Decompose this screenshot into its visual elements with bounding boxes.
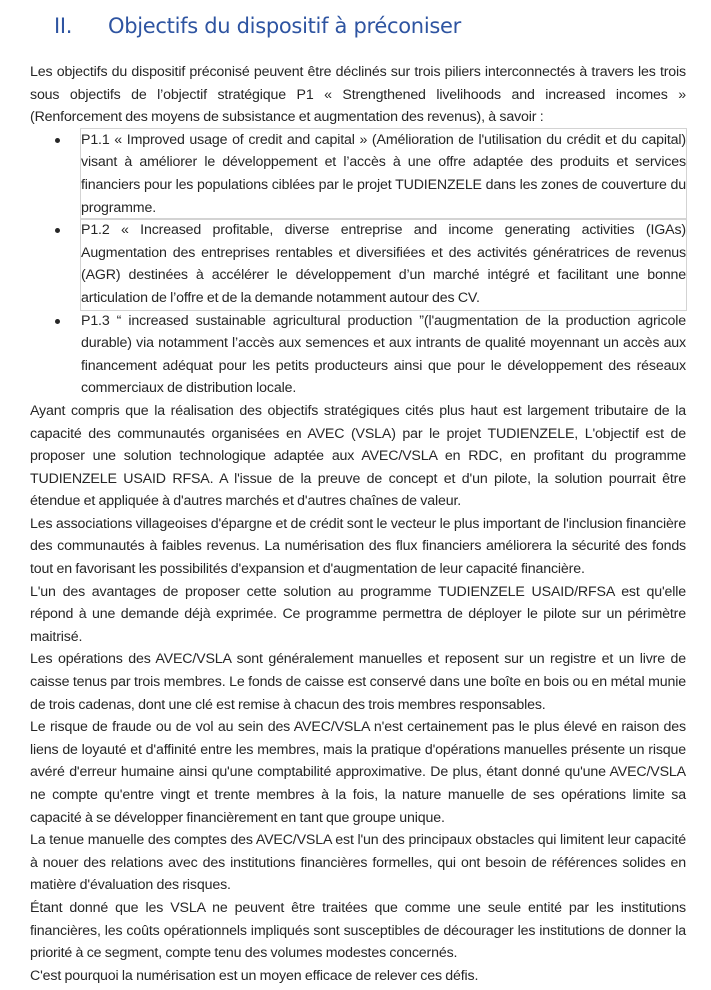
- body-paragraph: Le risque de fraude ou de vol au sein des AVEC/VSLA n'est certainement pas le plus élevé en raison des liens de loyauté et d'affinité entre les membres, mais la pratique d'opérations manuelles présente un risque avéré d'erreur humaine ainsi qu'une comptabilité approximative. De plus, étant donné qu'une AVEC/VSLA ne compte qu'entre vingt et trente membres à la fois, la nature manuelle de ses opérations limite sa capacité à se développer financièrement en tant que groupe unique.: [30, 719, 686, 826]
- body-paragraph: Les associations villageoises d'épargne et de crédit sont le vecteur le plus important de l'inclusion financière des communautés à faibles revenus. La numérisation des flux financiers améliorera la sécurité des fonds tout en favorisant les possibilités d'expansion et d'augmentation de leur capacité financière.: [30, 515, 686, 578]
- body-paragraph: C'est pourquoi la numérisation est un moyen efficace de relever ces défis.: [30, 967, 479, 984]
- list-item: [30, 310, 686, 400]
- document-page: [30, 0, 686, 987]
- objective-p1-1: P1.1 « Improved usage of credit and capital » (Amélioration de l'utilisation du crédit et du capital) visant à améliorer le développement et l’accès à une offre adaptée des produits et services financiers pour les populations ciblées par le projet TUDIENZELE dans les zones de couverture du programme.: [81, 129, 686, 219]
- body-paragraph: Ayant compris que la réalisation des objectifs stratégiques cités plus haut est largement tributaire de la capacité des communautés organisées en AVEC (VSLA) par le projet TUDIENZELE, L'objectif est de proposer une solution technologique adaptée aux AVEC/VSLA en RDC, en profitant du programme TUDIENZELE USAID RFSA. A l'issue de la preuve de concept et d'un pilote, la solution pourrait être étendue et appliquée à d'autres marchés et d'autres chaînes de valeur.: [30, 402, 686, 510]
- section-heading: [54, 8, 686, 44]
- objective-p1-2: P1.2 « Increased profitable, diverse entreprise and income generating activities (IGAs) Augmentation des entreprises rentables et diversifiées et des activités génératrices de revenus (AGR) destinées à accélérer le développement d’un marché intégré et facilitant une bonne articulation de l’offre et de la demande notamment autour des CV.: [81, 219, 686, 309]
- objectives-list: [30, 129, 686, 400]
- intro-paragraph: Les objectifs du dispositif préconisé peuvent être déclinés sur trois piliers interconnectés à travers les trois sous objectifs de l’objectif stratégique P1 « Strengthened livelihoods and increased incomes » (Renforcement des moyens de subsistance et augmentation des revenus), à savoir :: [30, 64, 686, 126]
- body-paragraph: La tenue manuelle des comptes des AVEC/VSLA est l'un des principaux obstacles qui limitent leur capacité à nouer des relations avec des institutions financières formelles, qui ont besoin de références solides en matière d'évaluation des risques.: [30, 832, 686, 894]
- bullet-icon: [55, 228, 60, 233]
- body-paragraph: L'un des avantages de proposer cette solution au programme TUDIENZELE USAID/RFSA est qu'elle répond à une demande déjà exprimée. Ce programme permettra de déployer le pilote sur un périmètre maitrisé.: [30, 583, 686, 645]
- body-paragraph: Les opérations des AVEC/VSLA sont généralement manuelles et reposent sur un registre et un livre de caisse tenus par trois membres. Le fonds de caisse est conservé dans une boîte en bois ou en métal munie de trois cadenas, dont une clé est remise à chacun des trois membres responsables.: [30, 651, 686, 713]
- list-item: [30, 219, 686, 309]
- list-item: [30, 129, 686, 219]
- bullet-icon: [55, 319, 60, 324]
- section-title: Objectifs du dispositif à préconiser: [108, 14, 461, 38]
- objective-p1-3: P1.3 “ increased sustainable agricultural production ”(l'augmentation de la production agricole durable) via notamment l’accès aux semences et aux intrants de qualité moyennant un accès aux financement adéquat pour les petits producteurs ainsi que pour le développement des réseaux commerciaux de distribution locale.: [81, 312, 686, 397]
- section-number: II.: [54, 14, 73, 38]
- bullet-icon: [55, 138, 60, 143]
- body-paragraph: Étant donné que les VSLA ne peuvent être traitées que comme une seule entité par les institutions financières, les coûts opérationnels impliqués sont susceptibles de décourager les institutions de donner la priorité à ce segment, compte tenu des volumes modestes concernés.: [30, 899, 686, 962]
